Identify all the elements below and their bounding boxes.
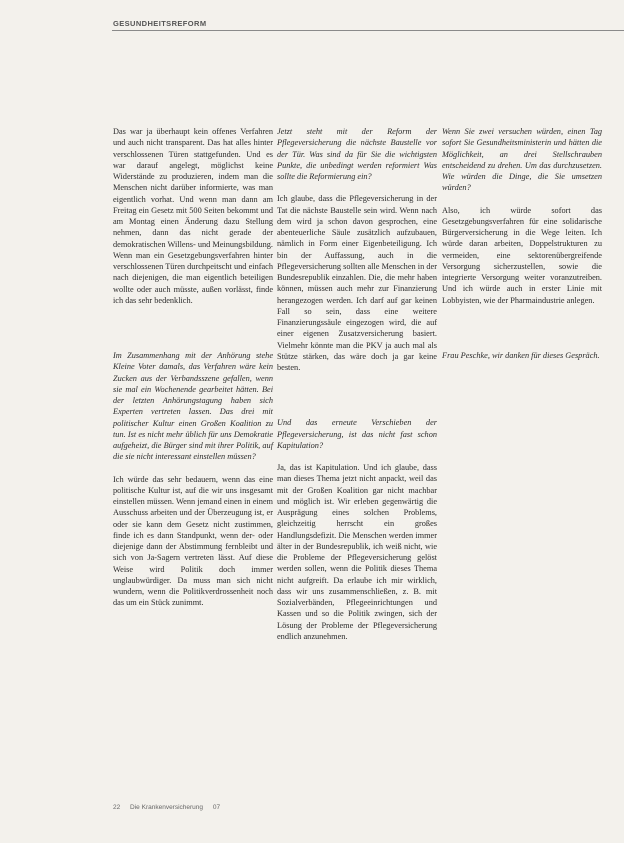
section-label: GESUNDHEITSREFORM: [113, 19, 207, 28]
page-number: 22: [113, 804, 121, 811]
column-2: [277, 126, 437, 642]
page-footer: [113, 804, 228, 811]
paragraph-question: Und das erneute Verschieben der Pflegeversicherung, ist das nicht fast schon Kapitulation?: [277, 418, 437, 450]
column-3: [442, 126, 602, 361]
header-rule: [112, 30, 624, 31]
paragraph-answer: Ich würde das sehr bedauern, wenn das eine politische Kultur ist, auf die wir uns insgesamt einstellen müssen. Wenn jemand einen in einem Ausschuss arbeiten und der Überzeugung ist, er oder sie kann dem Gesetz nicht zustimmen, finde ich es dann Standpunkt, wenn der- oder diejenige dann der Abstimmung fernbleibt und sich von Ja-Sagern vertreten lässt. Auf diese Weise wird Politik doch immer unglaubwürdiger. Da muss man sich nicht wundern, wenn die Politikverdrossenheit noch das um ein Stück zunimmt.: [113, 474, 273, 608]
paragraph-answer: Also, ich würde sofort das Gesetzgebungsverfahren für eine solidarische Bürgerversicherung in die Wege leiten. Ich würde daran arbeiten, Doppelstrukturen zu vermeiden, eine sektorenübergreifende Versorgung sicherzustellen, sowie die integrierte Versorgung weiter voranzutreiben. Und ich würde auch in erster Linie mit Lobbyisten, wie der Pharmaindustrie anlegen.: [442, 205, 602, 305]
paragraph-answer: Das war ja überhaupt kein offenes Verfahren und auch nicht transparent. Das hat alles hinter verschlossenen Türen stattgefunden. Und es war darauf angelegt, möglichst keine Widerstände zu produzieren, indem man die Menschen nicht darüber informierte, was man eigentlich vorhat. Und wenn man dann am Freitag ein Gesetz mit 500 Seiten bekommt und am Montag einen Änderung dazu Stellung nehmen, dann das nicht gerade der demokratischen Willens- und Meinungsbildung. Wenn man ein Gesetzgebungsverfahren hinter verschlossenen Türen durchpeitscht und einfach nach diejenigen, die man eigentlich beteiligen wollte oder auch müsste, außen vorlässt, finde ich das sehr bedenklich.: [113, 127, 273, 305]
publication-name: Die Krankenversicherung: [130, 804, 204, 811]
issue-number: 07: [212, 804, 221, 811]
paragraph-answer: Ich glaube, dass die Pflegeversicherung in der Tat die nächste Baustelle sein wird. Wenn nach dem wird ja schon davon gesprochen, eine abenteuerliche Säule zusätzlich aufzubauen, nämlich in Form einer Eigenbeteiligung. Ich bin der Auffassung, auch in die Pflegeversicherung sollten alle Menschen in der Bundesrepublik einzahlen. Die, die mehr haben können, müssen auch mehr zur Finanzierung herangezogen werden. Ich darf auf gar keinen Fall so sein, dass eine weitere Finanzierungssäule eingezogen wird, die auf einer eigenen Zusatzversicherung basiert. Vielmehr könnte man die PKV ja auch mal als Stütze stärken, das wäre doch ja gar keine besten.: [277, 194, 437, 372]
paragraph-question: Jetzt steht mit der Reform der Pflegeversicherung die nächste Baustelle vor der Tür. Was sind da für Sie die wichtigsten Punkte, die unbedingt werden reformiert Was sollte die Reformierung ein?: [277, 127, 437, 181]
paragraph-question: Im Zusammenhang mit der Anhörung stehe Kleine Voter damals, das Verfahren wäre kein Zucken aus der Verbandsszene gefallen, wenn sie mal ein Wochenende gearbeitet hätten. Bei der letzten Anhörungstagung haben sich Experten vertreten lassen. Das drei mit politischer Kultur einen Großen Koalition zu tun. Ist es nicht mehr üblich für uns Demokratie aufgeheizt, die Bürger sind mit ihrer Politik, auf die sie nicht interessant einstellen müssen?: [113, 351, 273, 462]
paragraph-answer: Ja, das ist Kapitulation. Und ich glaube, dass man dieses Thema jetzt nicht anpackt, weil das mit der Großen Koalition gar nicht machbar und möglich ist. Wir erleben gegenwärtig die Ausprägung eines solchen Problems, gleichzeitig herrscht ein großes Handlungsdefizit. Die Menschen werden immer älter in der Bundesrepublik, ich weiß nicht, wie die Probleme der Pflegeversicherung gelöst werden sollen, wenn die Politik dieses Thema nicht aufgreift. Da erlaube ich mir wirklich, dass wir uns zusammenschließen, z. B. mit Sozialverbänden, Pflegeeinrichtungen und Kassen und so die Politik zwingen, sich der Lösung der Probleme der Pflegeversicherung endlich anzunehmen.: [277, 463, 437, 641]
paragraph-question: Wenn Sie zwei versuchen würden, einen Tag sofort Sie Gesundheitsministerin und hätten die Möglichkeit, an drei Stellschrauben entscheidend zu drehen. Um das durchzusetzen. Wie würden die Dinge, die Sie umsetzen würden?: [442, 127, 602, 193]
paragraph-closing: Frau Peschke, wir danken für dieses Gespräch.: [442, 350, 600, 360]
column-1: [113, 126, 273, 609]
